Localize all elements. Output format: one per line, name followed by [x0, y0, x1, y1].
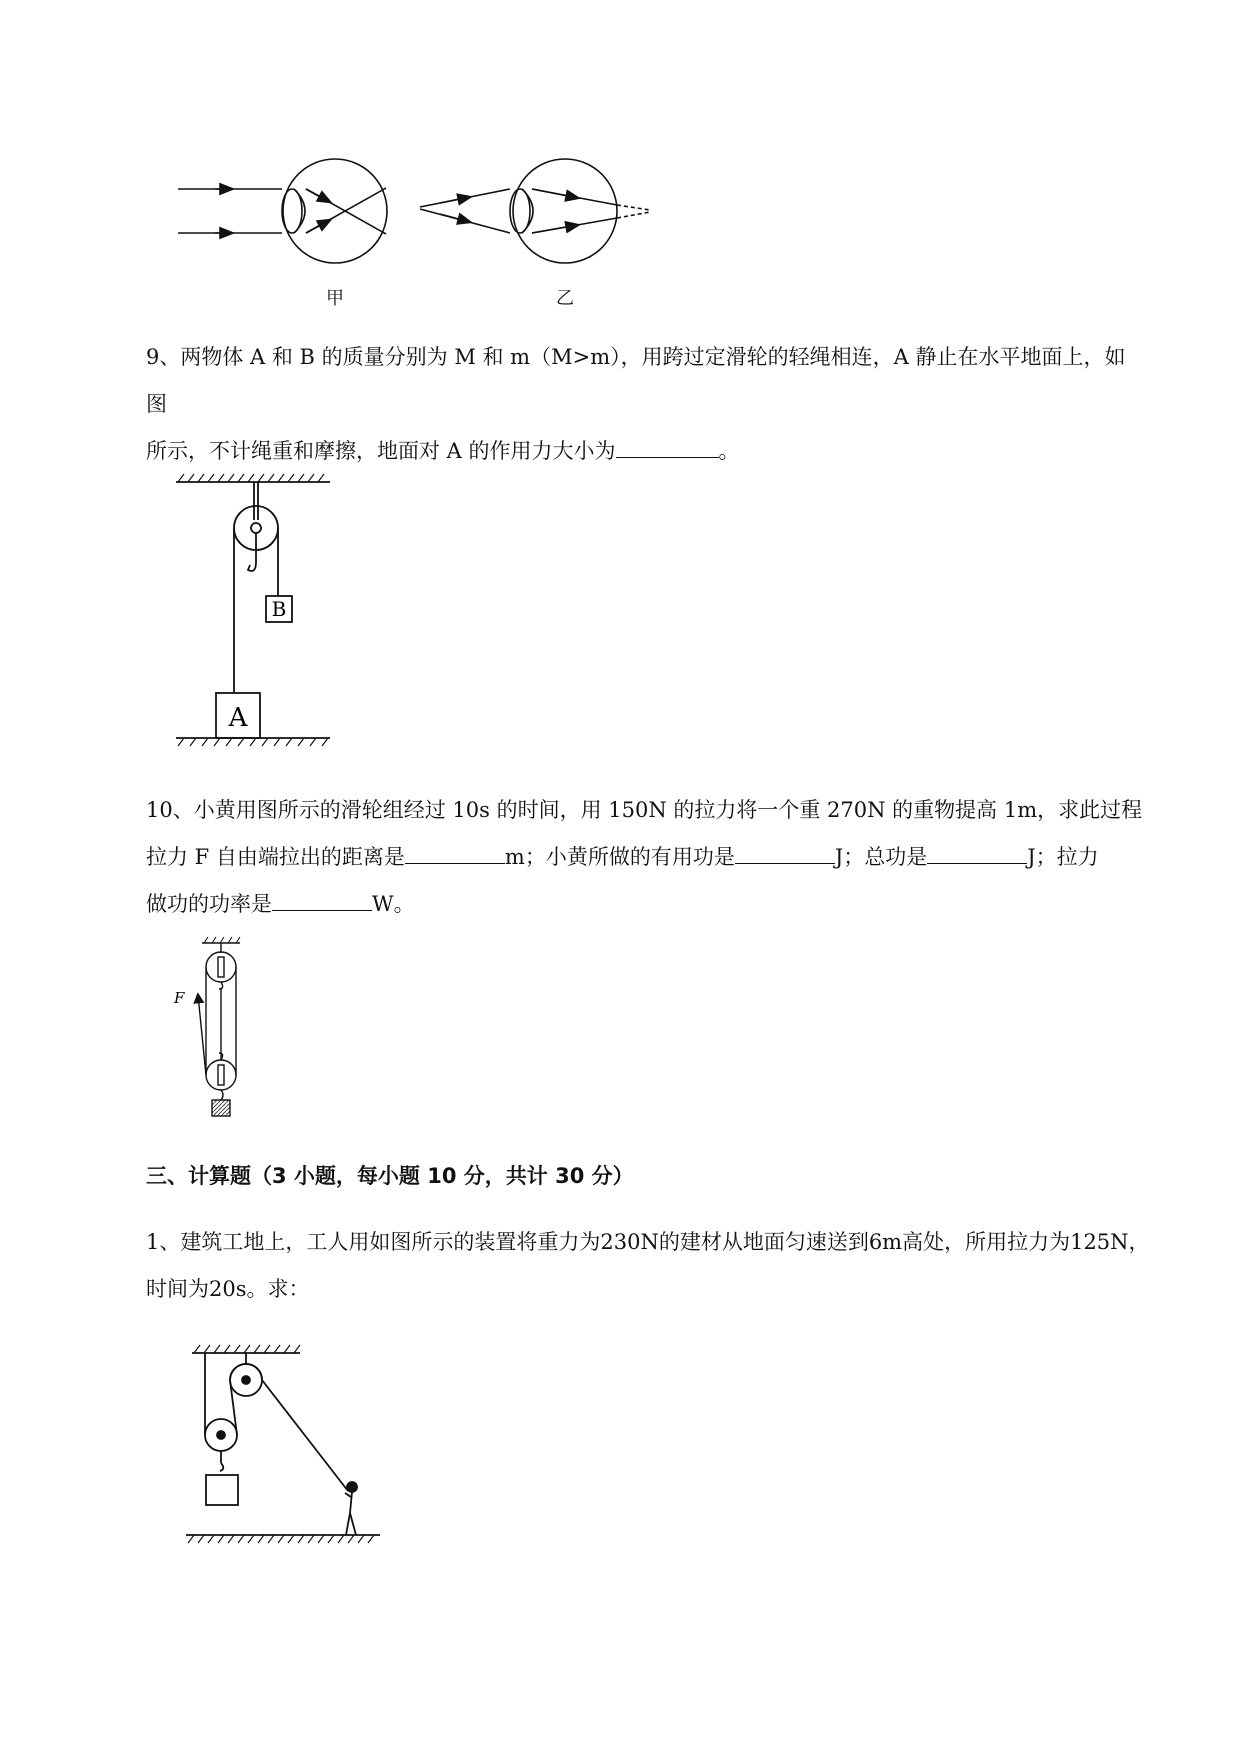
section-heading: 三、计算题（3 小题，每小题 10 分，共计 30 分） [146, 1164, 634, 1188]
force-f-label: F [174, 989, 185, 1007]
total-work-blank[interactable] [927, 841, 1027, 864]
eye-label-a: 甲 [326, 288, 344, 309]
question-10 [146, 787, 1146, 928]
calc-question-1-line-1: 1、建筑工地上，工人用如图所示的装置将重力为230N的建材从地面匀速送到6m高处，所用拉力为125N， [146, 1230, 1150, 1254]
calc-question-1 [146, 1219, 1150, 1313]
question-10-line-1: 10、小黄用图所示的滑轮组经过 10s 的时间，用 150N 的拉力将一个重 270N 的重物提高 1m，求此过程 [146, 798, 1143, 822]
distance-blank[interactable] [405, 841, 505, 864]
block-a-label: A [228, 703, 248, 733]
fixed-pulley-figure [170, 470, 340, 760]
calc-question-1-line-2: 时间为20s。求： [146, 1277, 310, 1301]
question-10-text-b: m；小黄所做的有用功是 [504, 845, 735, 869]
question-10-text-f: W。 [372, 892, 415, 916]
worker-pulley-figure [170, 1335, 390, 1545]
question-9-line-2 [146, 428, 1146, 475]
question-9-text: 所示，不计绳重和摩擦，地面对 A 的作用力大小为 [146, 439, 616, 463]
pulley-block-figure [170, 935, 270, 1125]
eye-diagram-figure [170, 150, 670, 275]
question-10-text-e: 做功的功率是 [146, 892, 272, 916]
question-10-text-a: 拉力 F 自由端拉出的距离是 [146, 845, 405, 869]
question-10-line-3 [146, 881, 1146, 928]
question-10-text-d: J；拉力 [1027, 845, 1099, 869]
question-10-line-2 [146, 834, 1146, 881]
block-b-label: B [271, 597, 287, 621]
question-9 [146, 334, 1146, 475]
question-10-text-c: J；总功是 [834, 845, 928, 869]
eye-a [178, 159, 387, 263]
eye-label-b: 乙 [556, 288, 574, 309]
useful-work-blank[interactable] [735, 841, 835, 864]
question-9-line-1: 9、两物体 A 和 B 的质量分别为 M 和 m（M>m），用跨过定滑轮的轻绳相连，A 静止在水平地面上，如图 [146, 345, 1126, 416]
power-blank[interactable] [272, 888, 372, 911]
eye-b [420, 159, 650, 263]
question-9-end: 。 [718, 439, 740, 463]
answer-blank[interactable] [616, 435, 719, 458]
